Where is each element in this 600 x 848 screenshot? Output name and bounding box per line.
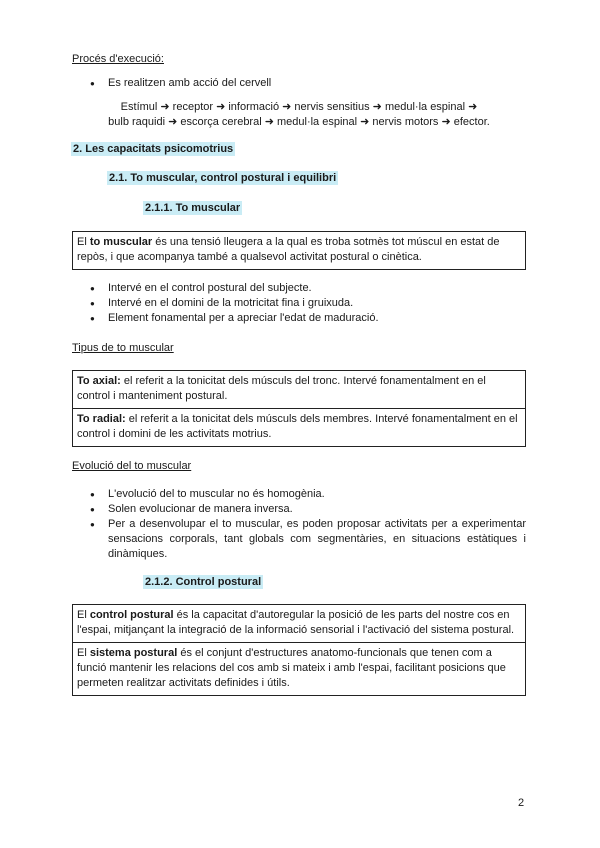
tipus-heading: Tipus de to muscular bbox=[72, 342, 174, 354]
list-item: ● Element fonamental per a apreciar l'edat de maduració. bbox=[90, 311, 379, 326]
list-item: ● Intervé en el control postural del subjecte. bbox=[90, 281, 379, 296]
control-postural-row bbox=[73, 605, 525, 642]
process-chain-line: Estímul ➜ receptor ➜ informació ➜ nervis sensitius ➜ medul·la espinal ➜ bbox=[120, 101, 478, 113]
text-segment: El bbox=[77, 647, 90, 659]
text-segment: El bbox=[77, 609, 90, 621]
text-segment: és la capacitat d'autoregular la posició de les parts del nostre cos en l'espai, mitjançant la integració de la informació sensorial i l'activació del sistema postural. bbox=[77, 609, 515, 636]
list-item: ● L'evolució del to muscular no és homogènia. bbox=[90, 487, 526, 502]
tipus-table bbox=[72, 370, 526, 447]
list-item: ● Es realitzen amb acció del cervell bbox=[90, 76, 271, 91]
evolucio-heading: Evolució del to muscular bbox=[72, 460, 192, 472]
control-postural-box bbox=[72, 604, 526, 696]
text-segment: és una tensió lleugera a la qual es troba sotmès tot múscul en estat de repòs, i que acompanya també a qualsevol activitat postural o cinètica. bbox=[77, 236, 500, 263]
row-term: sistema postural bbox=[89, 647, 178, 659]
process-chain bbox=[72, 100, 526, 130]
section-heading-2-1-2: 2.1.2. Control postural bbox=[145, 576, 262, 588]
process-chain-line: bulb raquidi ➜ escorça cerebral ➜ medul·la espinal ➜ nervis motors ➜ efector. bbox=[108, 116, 490, 128]
evolucio-bullet-list bbox=[90, 487, 526, 562]
to-axial-row bbox=[73, 371, 525, 408]
list-item: ● Per a desenvolupar el to muscular, es poden proposar activitats per a experimentar sensacions corporals, tant globals com segmentàries, en situacions estàtiques i dinàmiques. bbox=[90, 517, 526, 562]
row-term: To radial: bbox=[77, 413, 126, 425]
to-muscular-bullet-list bbox=[90, 281, 379, 326]
to-muscular-definition-box bbox=[72, 231, 526, 270]
row-text: el referit a la tonicitat dels músculs dels membres. Intervé fonamentalment en el control i domini de les activitats motrius. bbox=[77, 413, 518, 440]
proces-heading: Procés d'execució: bbox=[72, 53, 164, 65]
page-number: 2 bbox=[518, 797, 525, 809]
list-item: ● Solen evolucionar de manera inversa. bbox=[90, 502, 526, 517]
section-heading-2: 2. Les capacitats psicomotrius bbox=[73, 143, 234, 155]
text-segment: és el conjunt d'estructures anatomo-funcionals que tenen com a funció mantenir les relacions del cos amb si mateix i amb l'espai, facilitant posicions que permeten realitzar activitats definides i útils. bbox=[77, 647, 506, 689]
proces-bullet-list bbox=[90, 76, 271, 91]
row-text: el referit a la tonicitat dels músculs del tronc. Intervé fonamentalment en el control i manteniment postural. bbox=[77, 375, 486, 402]
row-term: To axial: bbox=[77, 375, 121, 387]
definition-term: to muscular bbox=[89, 236, 153, 248]
definition-text bbox=[73, 232, 525, 269]
row-term: control postural bbox=[89, 609, 174, 621]
section-heading-2-1: 2.1. To muscular, control postural i equilibri bbox=[109, 172, 337, 184]
to-radial-row bbox=[73, 408, 525, 446]
text-segment: El bbox=[77, 236, 90, 248]
sistema-postural-row bbox=[73, 642, 525, 695]
list-item: ● Intervé en el domini de la motricitat fina i gruixuda. bbox=[90, 296, 379, 311]
section-heading-2-1-1: 2.1.1. To muscular bbox=[145, 202, 241, 214]
